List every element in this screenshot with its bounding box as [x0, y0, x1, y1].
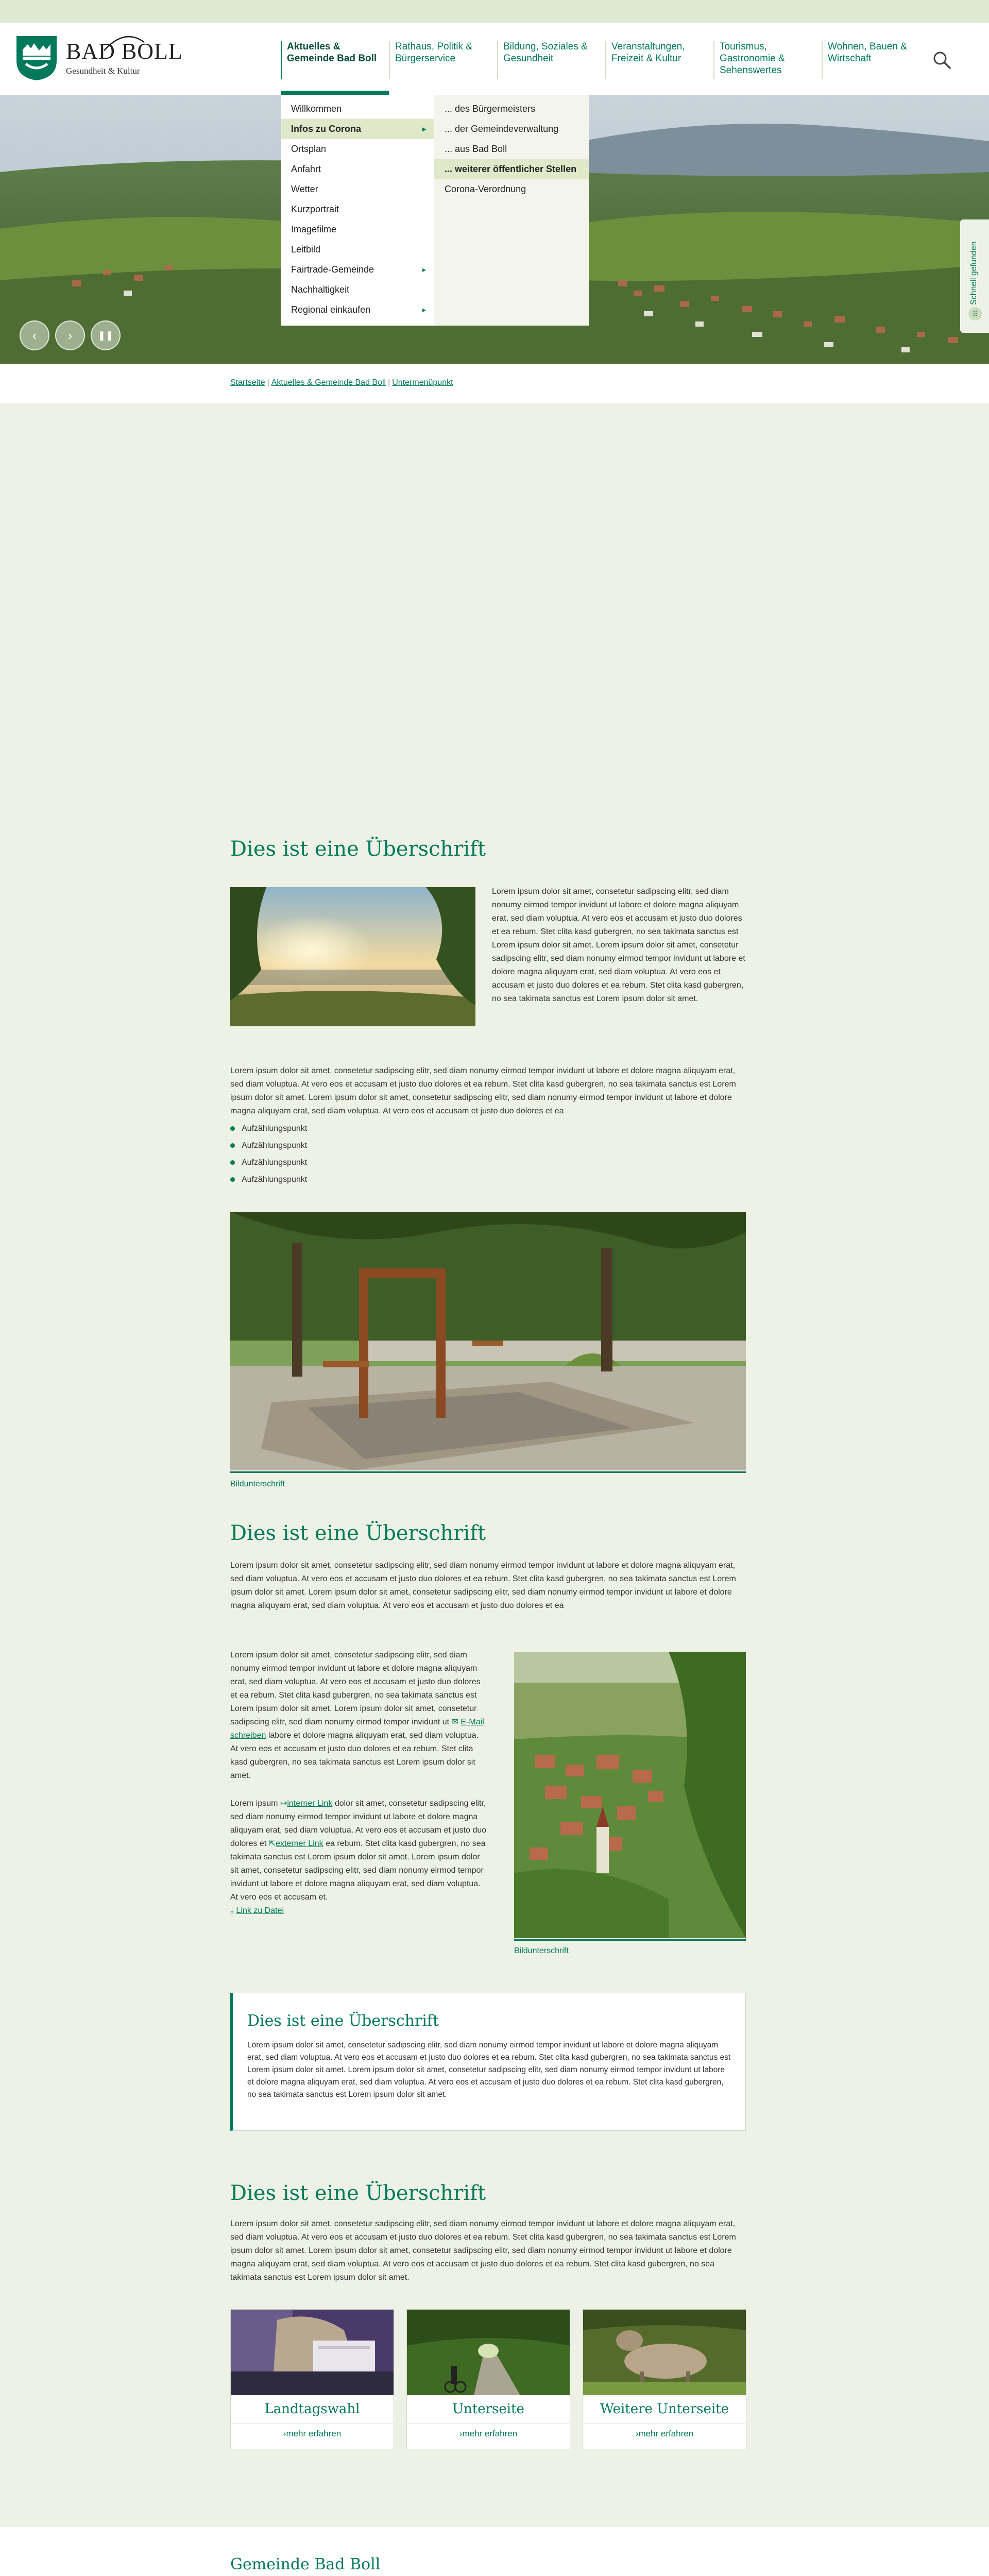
info-box: [230, 1993, 746, 2131]
site-header: [0, 23, 989, 95]
nav-item-rathaus[interactable]: Rathaus, Politik & Bürgerservice: [389, 41, 497, 79]
hero-next-button[interactable]: [55, 320, 85, 350]
card-title: Landtagswahl: [264, 2401, 360, 2417]
list-item: Aufzählungspunkt: [230, 1171, 307, 1188]
nav-item-veranstaltungen[interactable]: Veranstaltungen, Freizeit & Kultur: [605, 41, 713, 79]
hero-pause-button[interactable]: [91, 320, 121, 350]
card-title: Weitere Unterseite: [600, 2401, 729, 2417]
chevron-right-icon: ›: [459, 2429, 463, 2438]
cyclist-image: [407, 2310, 570, 2395]
mail-icon: ✉: [451, 1718, 461, 1726]
grid-icon: ⠿: [968, 307, 982, 320]
submenu-level-2: [434, 95, 589, 326]
submenu-item[interactable]: Leitbild: [291, 244, 321, 255]
download-icon: ⤓: [230, 1906, 236, 1915]
section2-para1: [230, 1649, 488, 1783]
logo-name: BAD BOLL: [66, 39, 183, 64]
submenu-item-active[interactable]: [281, 119, 434, 139]
pause-icon: ❚❚: [97, 330, 114, 341]
section1-side-text: Lorem ipsum dolor sit amet, consetetur sadipscing elitr, sed diam nonumy eirmod tempor invidunt ut labore et dolore magna aliquyam erat, sed diam voluptua. At vero eos et accusam et justo duo dolores et ea rebum. Stet clita kasd gubergren, no sea takimata sanctus est Lorem ipsum dolor sit amet. Lorem ipsum dolor sit amet, consetetur sadipscing elitr, sed diam nonumy eirmod tempor invidunt ut labore et dolore magna aliquyam erat, sed diam voluptua. At vero eos et accusam et justo duo dolores et ea rebum. Stet clita kasd gubergren, no sea takimata sanctus est Lorem ipsum dolor sit amet.: [492, 887, 745, 1003]
submenu-item-label: Regional einkaufen: [291, 304, 371, 315]
submenu-item[interactable]: [281, 260, 434, 280]
section2-para1-text-b: labore et dolore magna aliquyam erat, sed diam voluptua. At vero eos et accusam et justo duo dolores et ea rebum. Stet clita kasd gubergren, no sea takimata sanctus est Lorem ipsum dolor sit amet.: [230, 1731, 479, 1780]
breadcrumb-link-current[interactable]: Untermenüpunkt: [392, 378, 453, 387]
caption-divider: [514, 1939, 746, 1941]
section1-full-text: Lorem ipsum dolor sit amet, consetetur sadipscing elitr, sed diam nonumy eirmod tempor invidunt ut labore et dolore magna aliquyam erat, sed diam voluptua. At vero eos et accusam et justo duo dolores et ea rebum. Stet clita kasd gubergren, no sea takimata sanctus est Lorem ipsum dolor sit amet. Lorem ipsum dolor sit amet, consetetur sadipscing elitr, sed diam nonumy eirmod tempor invidunt ut labore et dolore magna aliquyam erat, sed diam voluptua. At vero eos et accusam et justo duo dolores et ea: [230, 1066, 736, 1115]
nav-active-indicator: [281, 91, 389, 95]
nav-item-aktuelles[interactable]: Aktuelles & Gemeinde Bad Boll: [281, 41, 389, 79]
sheep-image: [583, 2310, 746, 2395]
footer-title: Gemeinde Bad Boll: [230, 2555, 381, 2573]
list-item: Aufzählungspunkt: [230, 1137, 307, 1154]
ballot-image: [231, 2310, 394, 2395]
submenu2-item[interactable]: ... aus Bad Boll: [445, 144, 507, 154]
hero-prev-button[interactable]: [20, 320, 49, 350]
logo-tagline: Gesundheit & Kultur: [66, 66, 140, 76]
section3-text: Lorem ipsum dolor sit amet, consetetur sadipscing elitr, sed diam nonumy eirmod tempor invidunt ut labore et dolore magna aliquyam erat, sed diam voluptua. At vero eos et accusam et justo duo dolores et ea rebum. Stet clita kasd gubergren, no sea takimata sanctus est Lorem ipsum dolor sit amet. Lorem ipsum dolor sit amet, consetetur sadipscing elitr, sed diam nonumy eirmod tempor invidunt ut labore et dolore magna aliquyam erat, sed diam voluptua. At vero eos et accusam et justo duo dolores et ea rebum. Stet clita kasd gubergren, no sea takimata sanctus est Lorem ipsum dolor sit amet.: [230, 2219, 736, 2282]
external-link[interactable]: externer Link: [276, 1839, 323, 1848]
chevron-right-icon: ›: [635, 2429, 639, 2438]
submenu-level-1: [281, 95, 434, 326]
submenu-item[interactable]: Wetter: [291, 184, 318, 194]
site-footer: [0, 2527, 989, 2576]
nav-item-tourismus[interactable]: Tourismus, Gastronomie & Sehenswertes: [713, 41, 822, 79]
village-image: [514, 1652, 746, 1938]
submenu2-item[interactable]: ... des Bürgermeisters: [445, 104, 536, 114]
quick-find-label: Schnell gefunden: [969, 241, 978, 305]
external-link-icon: ⇱: [268, 1839, 276, 1848]
card-link-label: mehr erfahren: [286, 2429, 342, 2438]
site-logo[interactable]: [15, 35, 183, 81]
image-caption: Bildunterschrift: [230, 1480, 285, 1488]
card-more-link[interactable]: [583, 2423, 746, 2439]
top-strip: [0, 0, 989, 23]
quick-find-tab[interactable]: [960, 219, 989, 333]
breadcrumb-separator: |: [267, 378, 269, 387]
breadcrumb-link-home[interactable]: Startseite: [230, 378, 265, 387]
coat-of-arms-icon: [15, 35, 58, 81]
internal-link-icon: ↦: [280, 1799, 287, 1808]
nav-item-bildung[interactable]: Bildung, Soziales & Gesundheit: [497, 41, 605, 79]
card-link-label: mehr erfahren: [462, 2429, 518, 2438]
teaser-card-landtagswahl[interactable]: [230, 2309, 394, 2449]
email-link[interactable]: E-Mail schreiben: [230, 1718, 484, 1740]
sunset-image: [230, 887, 475, 1026]
nav-item-wohnen[interactable]: Wohnen, Bauen & Wirtschaft: [822, 41, 930, 79]
submenu-item[interactable]: Willkommen: [291, 104, 342, 114]
submenu-item[interactable]: Kurzportrait: [291, 204, 339, 214]
submenu-item[interactable]: Imagefilme: [291, 224, 337, 234]
submenu-item[interactable]: Anfahrt: [291, 164, 321, 174]
bullet-list: [230, 1120, 307, 1188]
section1-heading: Dies ist eine Überschrift: [230, 837, 486, 861]
chevron-left-icon: ‹: [32, 327, 37, 343]
submenu2-item[interactable]: Corona-Verordnung: [445, 184, 526, 194]
teaser-card-weitere-unterseite[interactable]: [583, 2309, 746, 2449]
card-more-link[interactable]: [231, 2423, 394, 2439]
section2-para2-text-b: dolor sit amet, consetetur sadipscing elitr, sed diam nonumy eirmod tempor invidunt ut labore et dolore magna aliquyam erat, sed diam voluptua. At vero eos et accusam et justo duo dolores et: [230, 1799, 487, 1848]
submenu-item-label: Infos zu Corona: [291, 124, 361, 134]
chevron-right-icon: ›: [283, 2429, 286, 2438]
submenu2-item[interactable]: ... der Gemeindeverwaltung: [445, 124, 559, 134]
teaser-card-unterseite[interactable]: [406, 2309, 570, 2449]
search-icon[interactable]: [931, 49, 953, 71]
list-item: Aufzählungspunkt: [230, 1120, 307, 1137]
section2-heading: Dies ist eine Überschrift: [230, 1521, 486, 1545]
submenu-item[interactable]: Nachhaltigkeit: [291, 284, 350, 295]
submenu2-item-active[interactable]: ... weiterer öffentlicher Stellen: [434, 159, 589, 179]
chevron-right-icon: ›: [67, 327, 73, 343]
card-title: Unterseite: [452, 2401, 524, 2417]
main-navigation: [281, 41, 930, 79]
breadcrumb-link-section[interactable]: Aktuelles & Gemeinde Bad Boll: [271, 378, 386, 387]
card-link-label: mehr erfahren: [638, 2429, 694, 2438]
image-caption: Bildunterschrift: [514, 1946, 569, 1955]
logo-text: [66, 40, 183, 76]
info-box-text: Lorem ipsum dolor sit amet, consetetur sadipscing elitr, sed diam nonumy eirmod tempor invidunt ut labore et dolore magna aliquyam erat, sed diam voluptua. At vero eos et accusam et justo duo dolores et ea rebum. Stet clita kasd gubergren, no sea takimata sanctus est Lorem ipsum dolor sit amet. Lorem ipsum dolor sit amet, consetetur sadipscing elitr, sed diam nonumy eirmod tempor invidunt ut labore et dolore magna aliquyam erat, sed diam voluptua. At vero eos et accusam et justo duo dolores et ea rebum. Stet clita kasd gubergren, no sea takimata sanctus est Lorem ipsum dolor sit amet.: [247, 2041, 731, 2099]
submenu-item[interactable]: Ortsplan: [291, 144, 327, 154]
chevron-right-icon: ▸: [422, 265, 426, 274]
section2-para2: [230, 1797, 488, 1918]
section2-para2-text: Lorem ipsum: [230, 1799, 278, 1808]
section2-para1-text: Lorem ipsum dolor sit amet, consetetur sadipscing elitr, sed diam nonumy eirmod tempor invidunt ut labore et dolore magna aliquyam erat, sed diam voluptua. At vero eos et accusam et justo duo dolores et ea rebum. Stet clita kasd gubergren, no sea takimata sanctus est Lorem ipsum dolor sit amet. Lorem ipsum dolor sit amet, consetetur sadipscing elitr, sed diam nonumy eirmod tempor invidunt ut: [230, 1651, 481, 1726]
submenu-item-label: Fairtrade-Gemeinde: [291, 264, 374, 275]
chevron-right-icon: ▸: [422, 306, 426, 314]
chevron-right-icon: ▸: [422, 125, 426, 133]
list-item: Aufzählungspunkt: [230, 1154, 307, 1171]
info-box-heading: Dies ist eine Überschrift: [247, 2012, 439, 2030]
fountain-image: [230, 1212, 746, 1470]
breadcrumb-separator: |: [388, 378, 390, 387]
internal-link[interactable]: interner Link: [287, 1799, 333, 1808]
section2-para2-text-c: ea rebum. Stet clita kasd gubergren, no sea takimata sanctus est Lorem ipsum dolor sit amet. Lorem ipsum dolor sit amet, consetetur sadipscing elitr, sed diam nonumy eirmod tempor invidunt ut labore et dolore magna aliquyam erat, sed diam voluptua. At vero eos et accusam et.: [230, 1839, 486, 1902]
card-more-link[interactable]: [407, 2423, 570, 2439]
section2-intro: Lorem ipsum dolor sit amet, consetetur sadipscing elitr, sed diam nonumy eirmod tempor invidunt ut labore et dolore magna aliquyam erat, sed diam voluptua. At vero eos et accusam et justo duo dolores et ea rebum. Stet clita kasd gubergren, no sea takimata sanctus est Lorem ipsum dolor sit amet. Lorem ipsum dolor sit amet, consetetur sadipscing elitr, sed diam nonumy eirmod tempor invidunt ut labore et dolore magna aliquyam erat, sed diam voluptua. At vero eos et accusam et justo duo dolores et ea: [230, 1561, 736, 1610]
caption-divider: [230, 1471, 746, 1473]
file-link[interactable]: Link zu Datei: [236, 1906, 284, 1915]
breadcrumb: [0, 364, 989, 403]
logo-arc-icon: [68, 31, 145, 52]
section3-heading: Dies ist eine Überschrift: [230, 2181, 486, 2205]
submenu-item[interactable]: [281, 300, 434, 320]
